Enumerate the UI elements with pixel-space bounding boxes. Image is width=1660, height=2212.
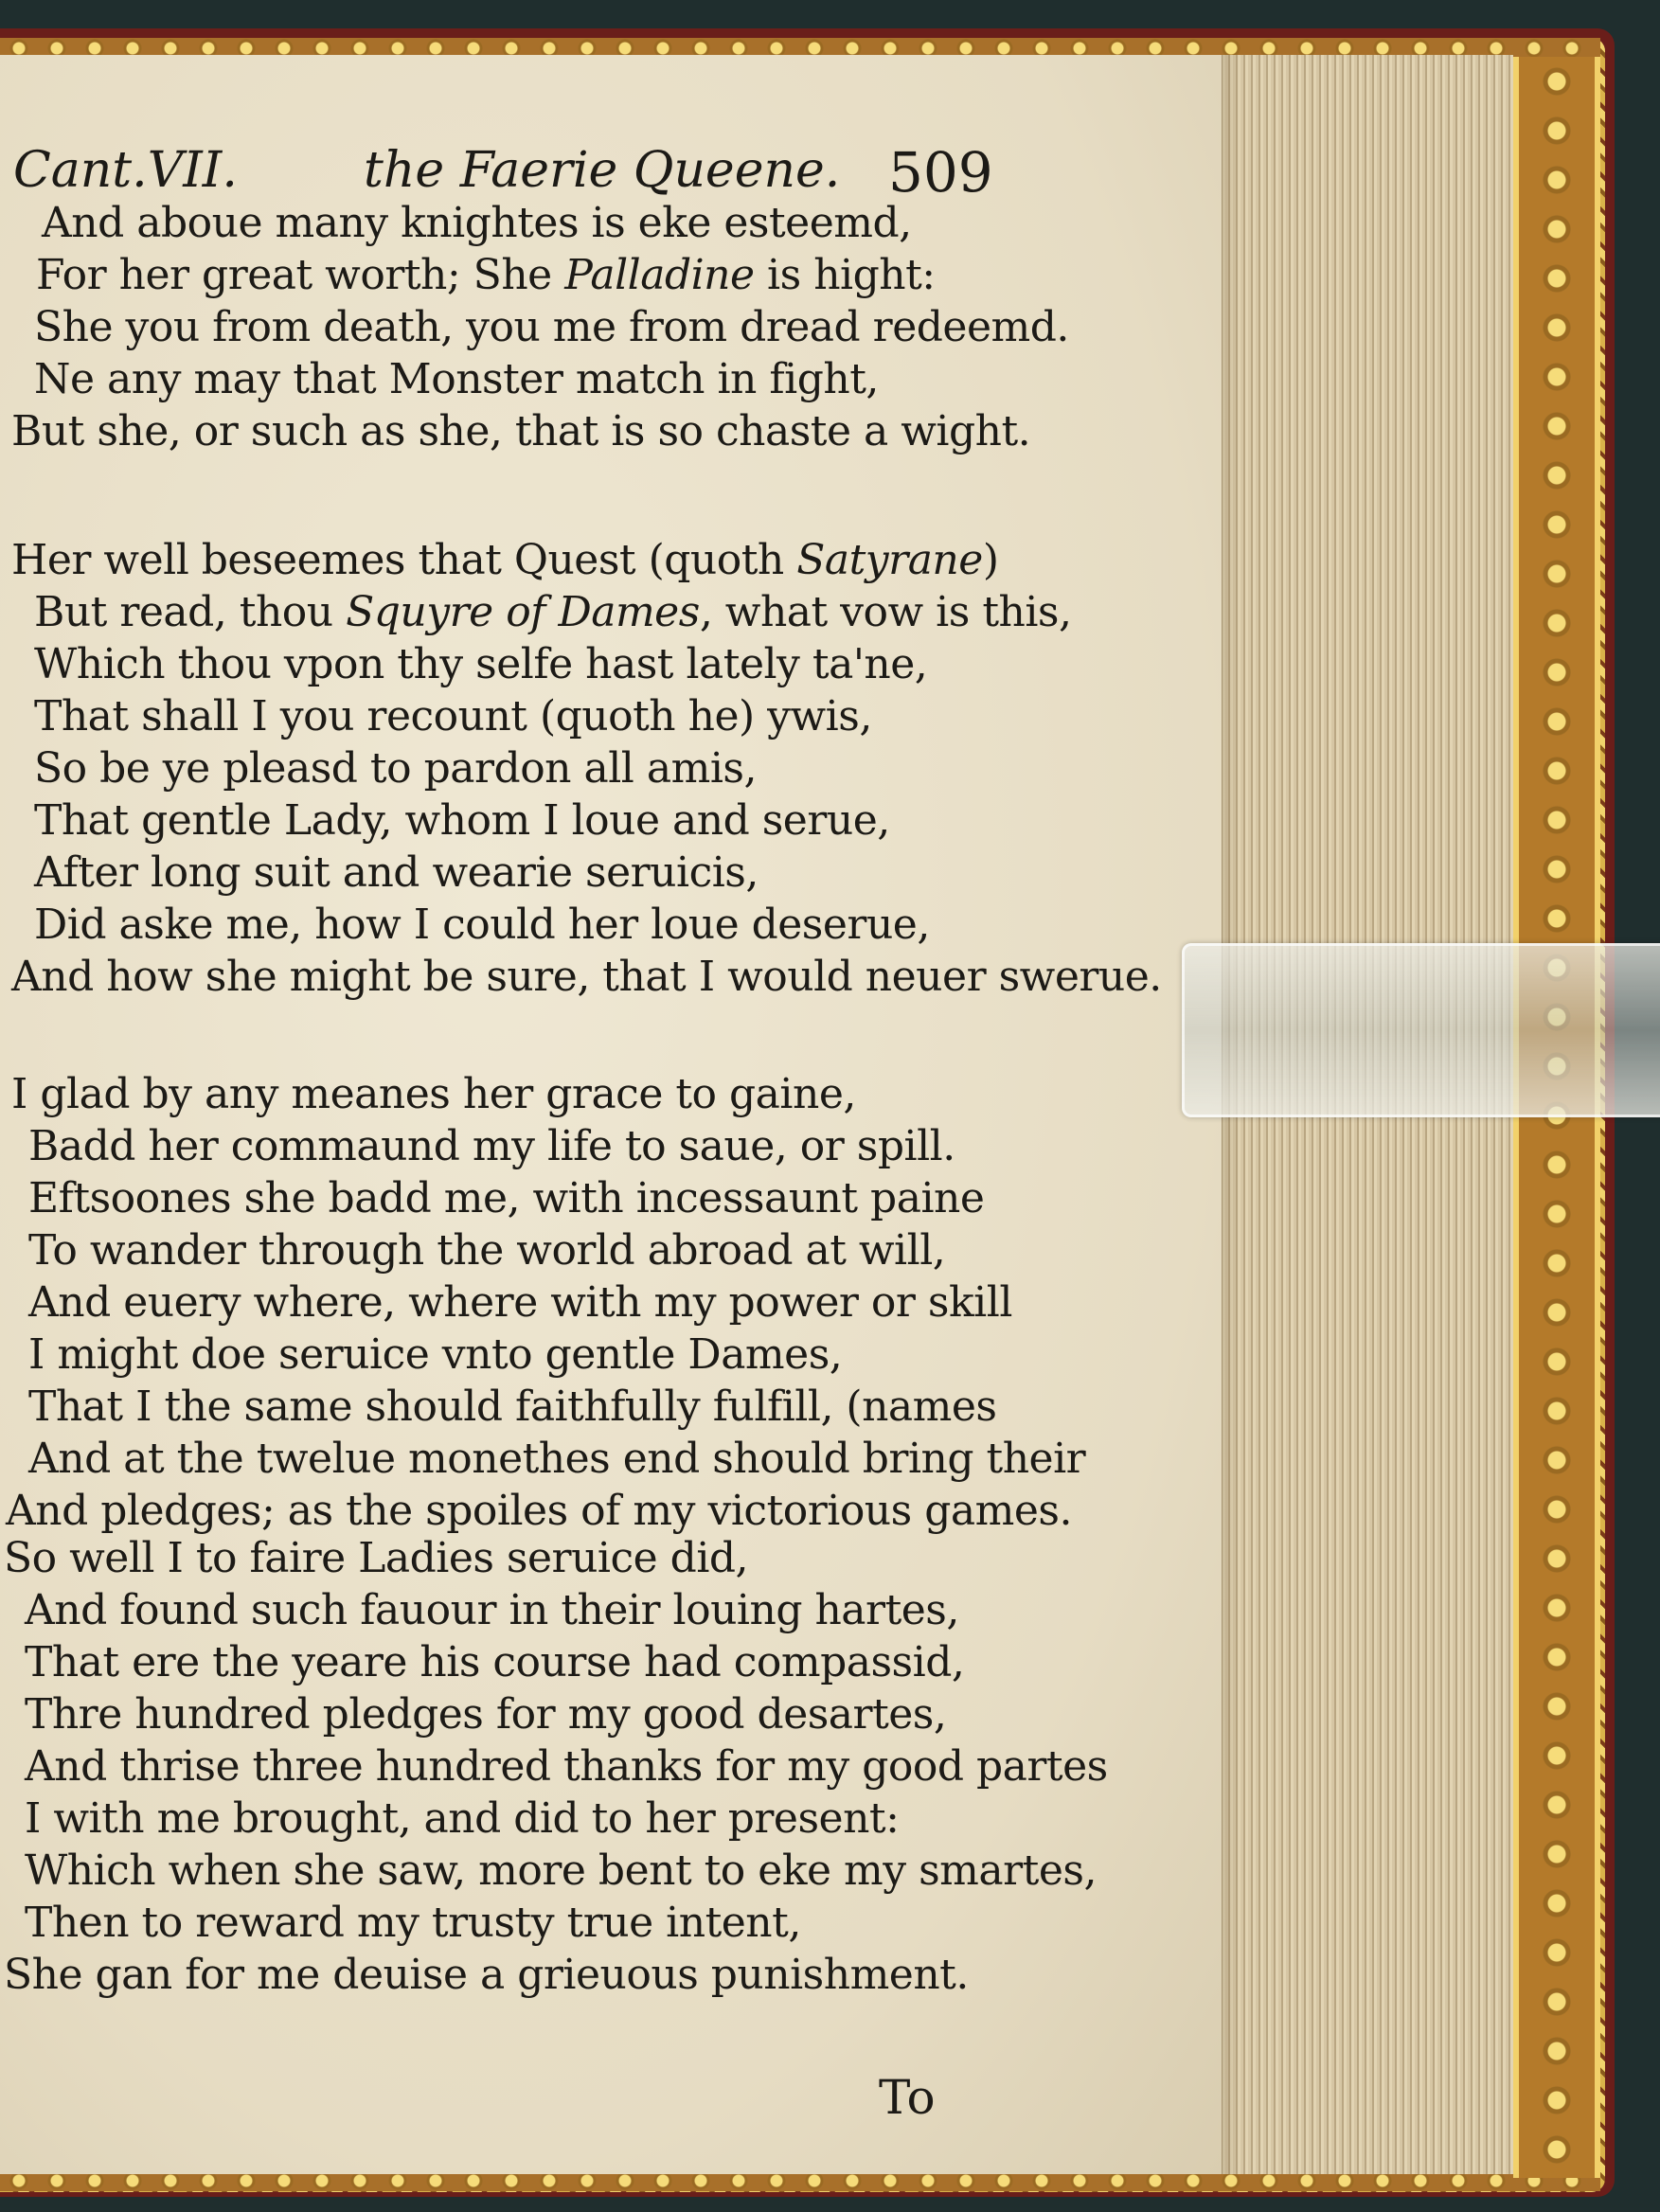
verse-line: For her great worth; She Palladine is hight: <box>36 251 936 299</box>
verse-line: Which when she saw, more bent to eke my smartes, <box>25 1846 1097 1895</box>
verse-line: That ere the yeare his course had compassid, <box>25 1638 965 1686</box>
book-page <box>0 55 1222 2174</box>
verse-line: Did aske me, how I could her loue deserue, <box>34 901 930 949</box>
verse-line: Then to reward my trusty true intent, <box>25 1899 801 1947</box>
page-number: 509 <box>888 140 993 205</box>
gilt-side-border <box>1513 57 1600 2178</box>
verse-line: And pledges; as the spoiles of my victorious games. <box>6 1487 1072 1535</box>
verse-line: Ne any may that Monster match in fight, <box>34 355 879 403</box>
verse-line: I might doe seruice vnto gentle Dames, <box>28 1330 843 1379</box>
verse-line: Thre hundred pledges for my good desartes, <box>25 1690 947 1739</box>
running-head-canto: Cant.VII. <box>13 142 238 199</box>
verse-line: That gentle Lady, whom I loue and serue, <box>34 796 890 845</box>
page-clip <box>1182 943 1660 1117</box>
verse-line: After long suit and wearie seruicis, <box>34 848 759 897</box>
verse-line: And aboue many knightes is eke esteemd, <box>42 199 912 247</box>
running-head-title: the Faerie Queene. <box>364 142 841 199</box>
verse-line: That I the same should faithfully fulfill, (names <box>28 1382 997 1431</box>
verse-line: But she, or such as she, that is so chaste a wight. <box>11 407 1031 455</box>
verse-line: So be ye pleasd to pardon all amis, <box>34 744 757 793</box>
verse-line: I glad by any meanes her grace to gaine, <box>11 1070 856 1118</box>
verse-line: To wander through the world abroad at will, <box>28 1226 946 1275</box>
verse-line: Badd her commaund my life to saue, or spill. <box>28 1122 955 1170</box>
verse-line: That shall I you recount (quoth he) ywis, <box>34 692 872 740</box>
verse-line: I with me brought, and did to her present: <box>25 1794 900 1843</box>
verse-line: And euery where, where with my power or skill <box>28 1278 1012 1327</box>
verse-line: So well I to faire Ladies seruice did, <box>4 1534 749 1582</box>
verse-line: And found such fauour in their louing hartes, <box>25 1586 959 1634</box>
verse-line: Her well beseemes that Quest (quoth Satyrane) <box>11 536 999 584</box>
catchword: To <box>879 2070 936 2125</box>
verse-line: But read, thou Squyre of Dames, what vow is this, <box>34 588 1072 636</box>
verse-line: And at the twelue monethes end should bring their <box>28 1435 1086 1483</box>
verse-line: She gan for me deuise a grieuous punishment. <box>4 1951 969 1999</box>
verse-line: And thrise three hundred thanks for my good partes <box>25 1742 1108 1791</box>
verse-line: Which thou vpon thy selfe hast lately ta'ne, <box>34 640 928 688</box>
verse-line: Eftsoones she badd me, with incessaunt paine <box>28 1174 985 1222</box>
verse-line: She you from death, you me from dread redeemd. <box>34 303 1069 351</box>
verse-line: And how she might be sure, that I would neuer swerue. <box>11 953 1162 1001</box>
